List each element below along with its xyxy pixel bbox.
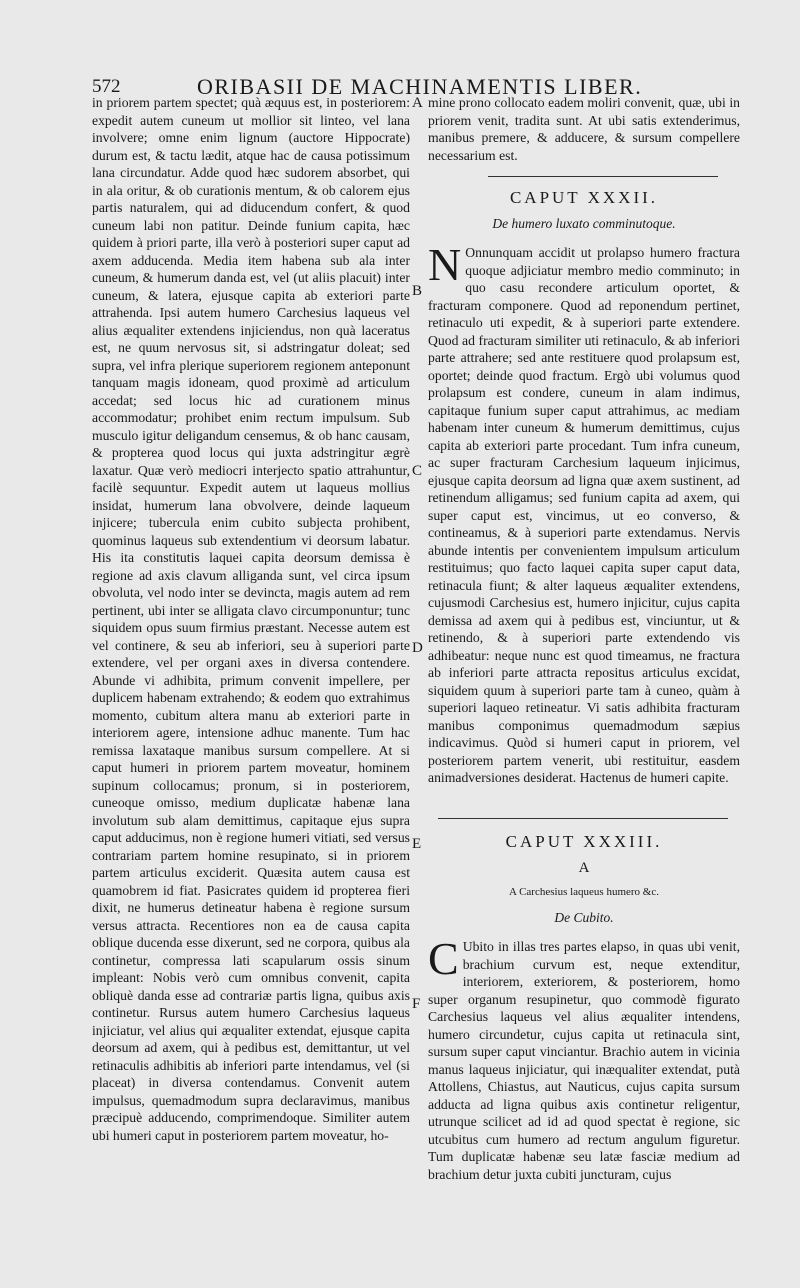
margin-letter-d: D [412, 640, 423, 656]
right-intro-text: mine prono collocato eadem moliri convenit, quæ, ubi in priorem venit, tradita sunt. At ubi satis extenderimus, manibus premere, & adducere, & sursum compellere necessarium est. [428, 95, 740, 163]
left-column-text: in priorem partem spectet; quà æquus est, in posteriorem: expedit autem cuneum ut mollior sit linteo, vel lana involvere; omne enim lignum (auctore Hippocrate) durum est, & tactu lædit, atque hac de causa potissimum lana circundatur. Adde quod hæc sudorem absorbet, qui in ala oritur, & ob curationis mentum, & ob calorem ejus partis naturalem, qui ad diducendum confert, & quod cuneum labi non patitur. Deinde funium capita, hæc quidem à priori parte, illa verò à posteriori super caput ad axem adducenda. Media item habena sub ala inter cuneum, & humerum danda est, vel (ut aliis placuit) inter cuneum, & latera, ejusque capita ab exteriori parte attrahenda. Ipsi autem humero Carchesius laqueus vel alius æqualiter extendens injiciendus, non quà laceratus est, ne quum nervosus sit, si adstringatur doleat; sed supra, vel infra plerique superiorem regionem anteponunt tanquam magis idoneam, quod proximè ad articulum accedat; sed locus hic ad curationem minus accommodatur; prohibet enim rectum impulsum. Sub musculo igitur deligandum censemus, & ob hanc causam, & propterea quod locus qui juxta adstringitur ægrè laxatur. Quæ verò mediocri interjecto spatio attrahuntur, facilè sequuntur. Expedit autem ut laqueus mollius insidat, humerum lana obvolvere, deinde laqueum injicere; tubercula enim cubito subjecta prohibent, quominus laqueus sub extendentium vi deorsum labatur. His ita constitutis laquei capita deorsum demissa è regione ad axis clavum alliganda sunt, vel circa ipsum obvoluta, vel nodo inter se devincta, magis autem ad rem pertinent, ubi inter se alligata clavo circumponuntur; tunc siquidem opus suum firmius præstant. Necesse autem est vel continere, & seu ab inferiori, seu à superiori parte extendere, vel per organi axes in diversa contendere. Abunde vi adhibita, primum convenit impellere, per duplicem habenam extrahendo; & eodem quo extrahimus momento, cubitum altera manu ab exteriori parte in interiorem agere, intensione adhuc manente. Tum hac remissa laxataque manibus sursum compellere. At si caput humeri in priorem partem moveatur, hominem supinum collocamus; pronum, si in posteriorem, cuneoque omisso, medium duplicatæ habenæ lana involutum sub alam demittimus, capitaque ejus supra caput adducimus, non è regione humeri vitiati, sed versus contrariam partem homine resupinato, si in priorem partem articulus exciderit. Quæsita autem causa est quamobrem id fiat. Pasicrates quidem id propterea fieri dixit, ne humerus detineatur habena è regione sursum versus attracta. Recentiores non ea de causa capita oblique ducenda esse dixerunt, sed ne corpora, quibus ala continetur, compressa lati scapularum ossis sinum impleant: Nobis verò cum omnibus convenit, capita obliquè danda esse ad contrariæ partis ligna, quibus axis continetur. Rursus autem humero Carchesius laqueus injiciatur, vel alius qui æqualiter extendat, ejusque capita deorsum ad axem, qui à pedibus est, demittantur, ut vel retinaculis adhibitis ab inferiori parte intendamus, vel (si placeat) in diversa contendamus. Convenit autem impulsus, quemadmodum supra declaravimus, manibus præcipuè adducendo, comprimendoque. Similiter autem ubi humeri caput in posteriorem partem moveatur, ho- [92, 95, 410, 1143]
chapter-33-dropcap: C [428, 933, 459, 984]
figure-letter: A [578, 860, 590, 876]
chapter-33-body [428, 933, 740, 1183]
chapter-33-title: CAPUT XXXIII. [505, 832, 663, 851]
chapter-32-subtitle: De humero luxato comminutoque. [492, 216, 676, 231]
chapter-32-paragraph: Onnunquam accidit ut prolapso humero fractura quoque adjiciatur membro medio comminuto; in quo casu recondere articulum oportet, & fracturam componere. Quod ad reponendum pertinet, retinaculo uti expedit, & à superiori parte extendere. Quod ad fracturam similiter uti retinaculo, & ab inferiori parte attrahere; sed ante restituere quod prolapsum est, oportet; deinde quod fractum. Ergò ubi volumus quod prolapsum est condere, cuneum in alam indimus, capitaque funium super caput attrahimus, ac mediam habenam inter cuneum & humerum demittimus, cujus capita ab exteriori parte procedant. Tum infra cuneum, ac super fracturam Carchesium laqueum injicimus, ejusque capita deorsum ad ligna quæ axem sustinent, ad retinendum alligamus; sed funium capita ad axem, qui super caput est, vincimus, ut eo converso, & contineamus, & à superiori parte extendamus. Nervis abunde intentis per convenientem impulsum articulum restituimus; quo facto laquei capita super caput data, retinacula fiunt; & alter laqueus æqualiter extendens, cujusmodi Carchesius est, humero injicitur, cujus capita demissa ad axem qui à pedibus est, vinciuntur, ut & retinendo, & à superiori parte extendendo vis adhibeatur: neque nunc est quod timeamus, ne fractura ab inferiori parte attracta repositus articulus excidat, siquidem quum à superiori parte tam à cuneo, quàm à superiori laqueo retineatur. Vi satis adhibita fracturam manibus componimus quemadmodum sæpius indicavimus. Quòd si humeri caput in priorem, vel posteriorem partem venerit, ubi restituitur, easdem animadversiones desiderat. Hactenus de humeri capite. [428, 245, 740, 785]
page-number: 572 [92, 76, 121, 97]
chapter-32-title: CAPUT XXXII. [509, 188, 659, 207]
right-column-intro [428, 94, 740, 164]
divider-rule [438, 818, 728, 819]
chapter-33-subtitle: De Cubito. [554, 910, 614, 925]
margin-letter-a: A [412, 95, 423, 111]
margin-letter-f: F [412, 996, 421, 1012]
left-column [92, 94, 410, 1144]
margin-letter-c: C [412, 463, 423, 479]
chapter-33-text [428, 933, 740, 1183]
running-title: ORIBASII DE MACHINAMENTIS LIBER. [197, 74, 643, 99]
divider-rule [488, 176, 718, 177]
chapter-32-text [428, 239, 740, 787]
margin-letter-b: B [412, 283, 423, 299]
margin-letter-e: E [412, 836, 422, 852]
chapter-32-dropcap: N [428, 239, 462, 290]
figure-caption: A Carchesius laqueus humero &c. [509, 886, 659, 898]
chapter-32-body [428, 239, 740, 787]
chapter-33-paragraph: Ubito in illas tres partes elapso, in quas ubi venit, brachium curvum est, neque extenditur, interiorem, exteriorem, & posteriorem, homo super organum resupinetur, quo commodè figurato Carchesius laqueus vel alius æqualiter intendens, humero circundetur, cujus capita ut retinacula sint, sursum super caput vinciantur. Brachio autem in vicinia manus laqueus injiciatur, qui inæqualiter extendat, putà Attollens, Chiastus, aut Nauticus, cujus capita sursum adducta ad ligna quibus axis continetur religentur, utrunque scilicet ad id ad quod spectat è regione, sic utcubitus cum humero ad rectum angulum figuretur. Tum duplicatæ habenæ seu latæ fasciæ medium ad brachium detur juxta cubiti juncturam, cujus [428, 939, 740, 1182]
